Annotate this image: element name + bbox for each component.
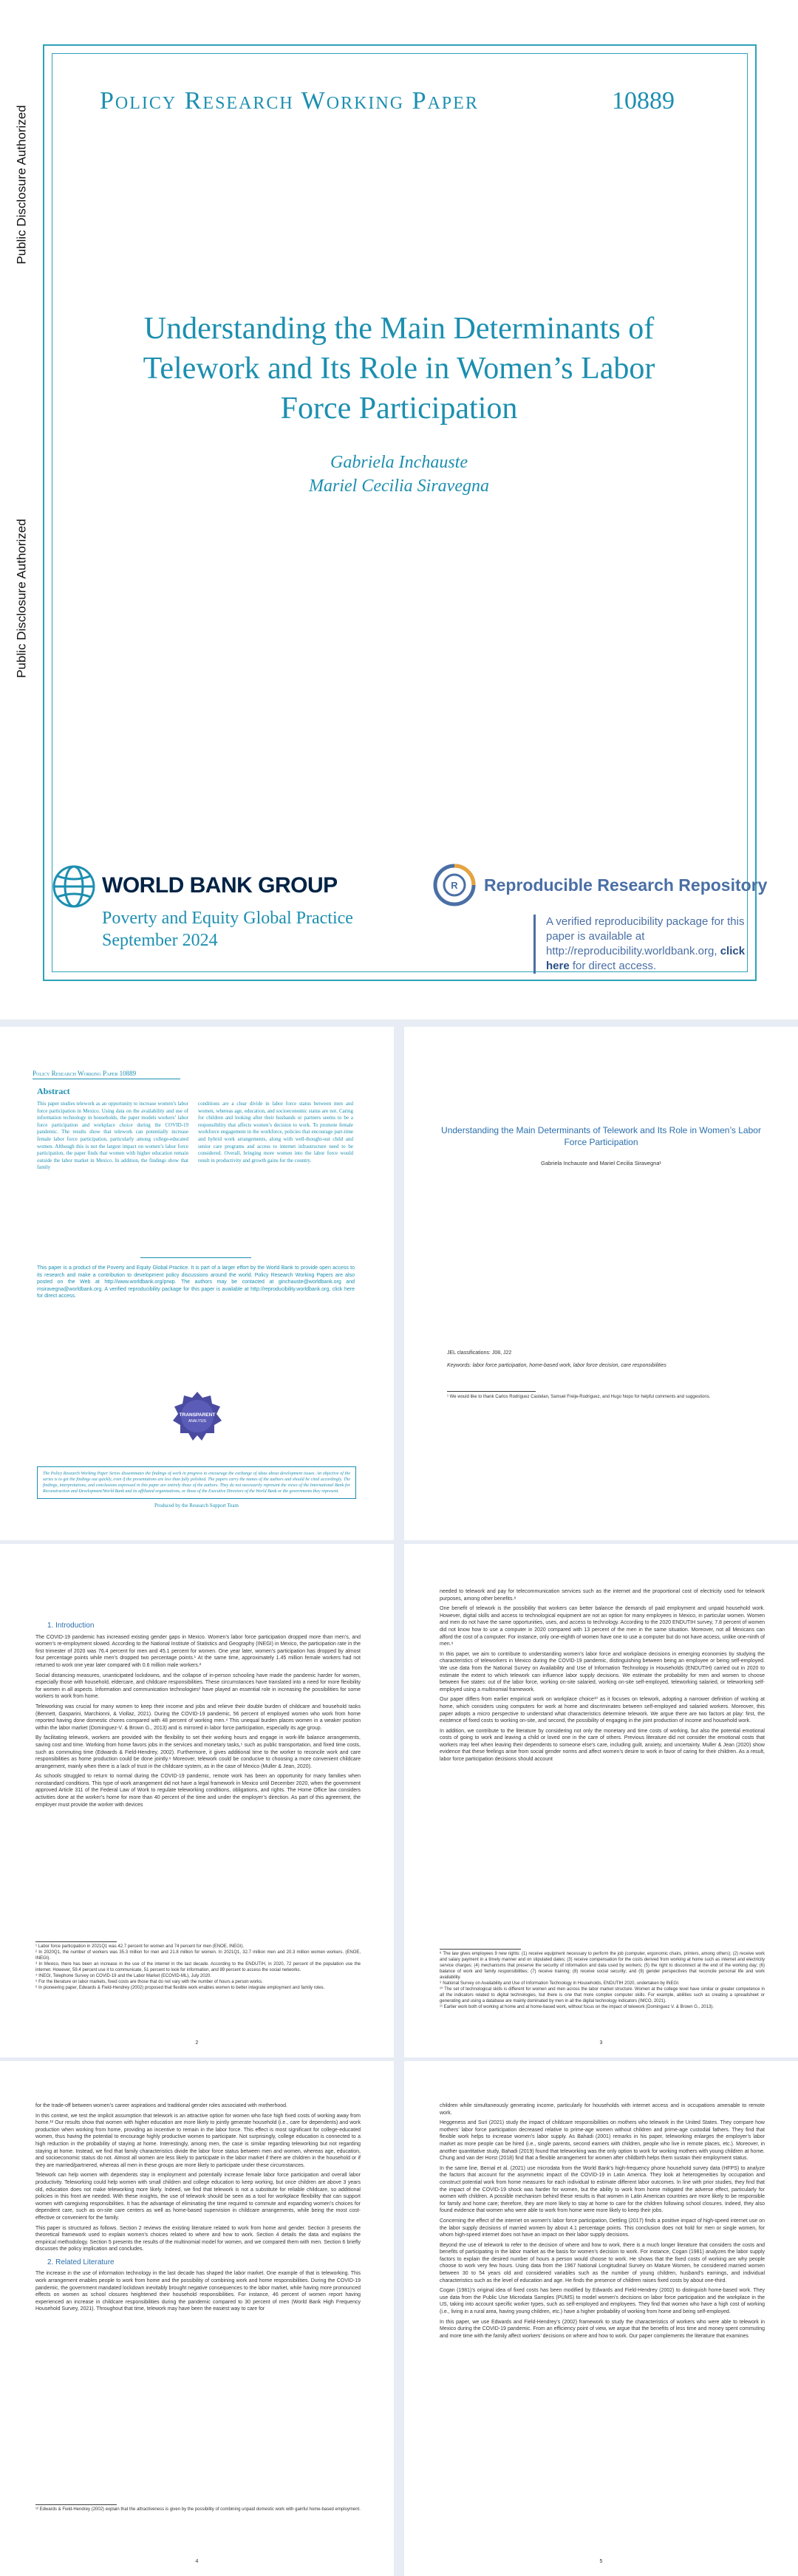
- paragraph: for the trade-off between women’s career aspirations and traditional gender roles associated with motherhood.: [35, 2103, 287, 2108]
- body-text: [35, 2102, 361, 2316]
- disclosure-label-top: Public Disclosure Authorized: [15, 105, 30, 264]
- footnote: ⁸ The law gives employees 9 new rights: (1) receive equipment necessary to perform the job (computer, ergonomic chairs, printers, among others); (2) receive work and salary payment in a timely manner and on stipulated dates; (3) receive compensation for the costs derived from working at home such as internet and electricity service charges; (4) mechanisms that preserve the security of information and data used by workers; (5) the right to disconnect at the end of the working day; (6) balance of work and family responsibilities; (7) receive training; (8) receive social security; and (9) gender perspectives that reconcile personal life and work availability.: [440, 1952, 765, 1980]
- cover-page: [0, 0, 798, 1019]
- page-number: 3: [599, 2040, 603, 2046]
- footnotes: [35, 1941, 361, 1991]
- keywords: Keywords: labor force participation, home-based work, labor force decision, care responsibilities: [447, 1363, 666, 1368]
- footnote: ³ In Mexico, there has been an increase in the use of the internet in the last decade. According to the ENDUTIH, in 2020, 72 percent of the population use the internet. However, 59.4 percent use it to communicate, 51 percent to look for information, and 89 percent to access the social networks.: [35, 1962, 361, 1972]
- page-header: Policy Research Working Paper 10889: [33, 1070, 180, 1079]
- jel-classification: JEL classifications: J08, J22: [447, 1350, 512, 1356]
- abstract-column-right: conditions are a clear divide in labor force status between men and women, whereas age, education, and socioeconomic status are not. Caring for children and looking after their husbands or partners seems to be a responsibility that affects women’s decision to work. To promote female workforce engagement in the workforce, policies that encourage part-time and hybrid work arrangements, along with well-thought-out child and senior care programs and access to internet infrastructure need to be considered. Overall, bringing more women into the labor force would result in productivity and growth gains for the country.: [198, 1101, 353, 1164]
- paragraph: The increase in the use of information technology in the last decade has shaped the labor market. One example of that is teleworking. This work arrangement enables people to work from home and the possibility of combining work and home responsibilities. During the COVID-19 pandemic, the government mandated lockdown inevitably brought negative consequences to the labor market, while having more pronounced effects on women as school closures heightened their household responsibilities. For instance, 46 percent of women report having experienced an increase in childcare responsibilities during the pandemic compared to 30 percent of men (World Bank High Frequency Household Survey, 2021). Throughout that time, telework may have been the easiest way to care for: [35, 2271, 361, 2312]
- paragraph: By facilitating telework, workers are provided with the flexibility to set their working hours and engage in work-life balance arrangements, saving cost and time. Working from home favors jobs in the services and monetary tasks,⁵ such as public transportation, and fixed time costs, such as commuting time (Edwards & Field-Hendrey, 2002). Furthermore, it gives additional time to the worker to reconcile work and care responsibilities as home production could be done jointly.⁶ Moreover, telework could be conducive to choosing a more convenient childcare arrangement, mainly when there is a lack of trust in the childcare system, as in the case of Mexico (Muller & Jean, 2020).: [35, 1735, 361, 1769]
- cover-inner-frame: [52, 53, 748, 972]
- inner-title: Understanding the Main Determinants of Telework and Its Role in Women’s Labor Force Participation: [441, 1125, 761, 1147]
- footnote: ² In 2020Q1, the number of workers was 35.3 million for men and 21.8 million for women. In 2021Q1, 32.7 million men and 20.3 million women workers. (ENOE, INEGI).: [35, 1950, 361, 1961]
- paragraph: Cogan (1981)’s original idea of fixed costs has been modified by Edwards and Field-Hendrey (2002) to distinguish home-based work. They use data from the Public Use Microdata Samples (PUMS) to model women’s decisions on labor force participation and the workplace in the US, taking into account specific worker types, such as self-employed and employees. They find that women who have a high cost of working (i.e., living in a rural area, having young children, etc.) have a higher probability of working from home and being self-employed.: [440, 2288, 765, 2315]
- footnote: ⁹ National Survey on Availability and Use of Information Technology in Households, ENDUTIH 2020, undertaken by INEGI.: [440, 1981, 680, 1986]
- transparent-analysis-badge-icon: [171, 1390, 223, 1442]
- world-bank-logo-text: WORLD BANK GROUP: [102, 873, 338, 898]
- footnote: ⁴ INEGI, Telephone Survey on COVID-19 and the Labor Market (ECOVID-ML), July 2020.: [35, 1974, 211, 1978]
- author-list: [111, 451, 687, 498]
- paragraph: Concerning the effect of the internet on women’s labor force participation, Dettling (2017) finds a positive impact of high-speed internet use on the labor supply decisions of married women by about 4.1 percentage points. This conclusion does not hold for men or single women, for whom high-speed internet does not have an impact on their labor supply decisions.: [440, 2218, 765, 2238]
- repository-logo-icon: [432, 863, 477, 907]
- footnote: ¹⁰ The set of technological skills is different for women and men across the labor market structure. Women at the college level have similar or greater competence in all the indicators related to digital technologies, but there is one that more complex computer skills. For example, abilities such as creating a spreadsheet or generating and using a database are mainly dominated by men in all the digital technology indicators (IMCO, 2021).: [440, 1987, 765, 2003]
- series-title: Policy Research Working Paper: [100, 87, 479, 115]
- footnote: ¹ Labor force participation in 2021Q1 was 42.7 percent for women and 74 percent for men (ENOE, INEGI).: [35, 1944, 245, 1949]
- footnotes: [35, 2504, 361, 2512]
- section-heading: 1. Introduction: [47, 1622, 95, 1630]
- practice-info: [102, 907, 353, 952]
- paragraph: This paper is structured as follows. Section 2 reviews the existing literature related to work from home and gender. Section 3 presents the theoretical framework used to explain women’s choices related to where and how to work. Section 4 details the data and explains the empirical methodology. Section 5 presents the results of the multinomial model for women, and we compared them with men. Section 6 briefly discusses the policy implication and concludes.: [35, 2225, 361, 2252]
- section-heading: 2. Related Literature: [47, 2258, 115, 2266]
- practice-name: Poverty and Equity Global Practice: [102, 909, 353, 928]
- paragraph: Our paper differs from earlier empirical work on workplace choice¹⁰ as it focuses on telework, adopting a narrower definition of working at home, which considers using computers for work at home and discriminates between self-employed and salaried workers. Moreover, this paper adopts a micro perspective to understand what characteristics determine telework. We argue there are two factors at play: first, the existence of fixed costs to working on-site, and second, the possibility of engaging in the joint production of income and household work.: [440, 1697, 765, 1724]
- inner-authors: Gabriela Inchauste and Mariel Cecilia Siravegna¹: [540, 1160, 661, 1166]
- world-bank-globe-icon: [52, 864, 96, 909]
- body-text: [440, 1588, 765, 1766]
- footnotes: [440, 1949, 765, 2010]
- paragraph: Telework can help women with dependents stay in employment and potentially increase female labor force participation and overall labor productivity. Teleworking could help women with small children and college education to keep working, but once children are above 3 years old, education does not make teleworking more likely. Indeed, we find that telework is not a substitute for reliable childcare, so additional policies in this front are needed. With these insights, the use of telework should be seen as a tool for workplace flexibility that can support women with caregiving responsibilities. It has the advantage of eliminating the time required to commute and expanding women’s choices for dependent care, such as on-site care centers as well as home-based supervision in childcare arrangements, while being the most cost-effective or convenient for the family.: [35, 2173, 361, 2221]
- paragraph: The COVID-19 pandemic has increased existing gender gaps in Mexico. Women’s labor force participation dropped more than men’s, and women’s re-employment slowed. According to the National Institute of Statistics and Geography (INEGI) in Mexico, the participation rate in the first trimester of 2020 was 76.4 percent for men and 45.1 percent for women. One year later, women’s participation has dropped by almost four percentage points while men’s dropped two percentage points.¹ At the same time, approximately 1.45 million female workers had not returned to work one year later compared with 0.6 million male workers.²: [35, 1634, 361, 1668]
- paragraph: One benefit of telework is the possibility that workers can better balance the demands of paid employment and unpaid household work. However, digital skills and access to technological equipment are not an option for many employees in Mexico, in particular women. Women and men do not have the same opportunities, uses, and access to technology. According to the 2020 ENDUTIH survey, 7.8 percent of women did not know how to use a computer in 2020 compared with 13 percent of the men in the same situation. Moreover, not all Mexicans can afford the cost of a computer. For instance, only one-eighth of women have one to use a computer but do not have access, unlike one-ninth of men.⁹: [440, 1606, 765, 1647]
- repository-link[interactable]: click here: [546, 945, 746, 972]
- paragraph: As schools struggled to return to normal during the COVID-19 pandemic, remote work has been an opportunity for many families when nonstandard conditions. This type of work arrangement did not have a legal framework in Mexico until December 2020, when the government approved Article 311 of the Federal Law of Work to regulate teleworking conditions, obligations, and rights. The Home Office law considers activities done at the worker’s home for more than 40 percent of the time and under the employer’s direction. As part of this agreement, the employer must provide the worker with devices: [35, 1774, 361, 1808]
- page-number: 5: [599, 2559, 603, 2564]
- page-number: 4: [195, 2559, 199, 2564]
- body-page-5: [404, 2061, 798, 2576]
- body-page-3: [404, 1544, 798, 2057]
- body-text: [440, 2102, 765, 2343]
- disclaimer-box: The Policy Research Working Paper Series disseminates the findings of work in progress to encourage the exchange of ideas about development issues. An objective of the series is to get the findings out quickly, even if the presentations are less than fully polished. The papers carry the names of the authors and should be cited accordingly. The findings, interpretations, and conclusions expressed in this paper are entirely those of the authors. They do not necessarily represent the views of the International Bank for Reconstruction and Development/World Bank and its affiliated organizations, or those of the Executive Directors of the World Bank or the governments they represent.: [37, 1466, 356, 1499]
- paragraph: needed to telework and pay for telecommunication services such as the internet and the proportional cost of electricity used for telework purposes, among other benefits.⁸: [440, 1589, 765, 1602]
- footnote: ¹¹ Earlier work both of working at home and at home-based work, without focus on the impact of telework (Dominguez V. & Brown G., 2013).: [440, 2005, 714, 2009]
- publication-date: September 2024: [102, 931, 218, 950]
- paragraph: In this paper, we use Edwards and Field-Hendrey’s (2002) framework to study the characteristics of workers who were able to telework in Mexico during the COVID-19 pandemic. From an efficiency point of view, we argue that the benefits of less time and money spent commuting and more time with the family affect workers’ decisions on where and how to work. Our paper complements the literature that examines: [440, 2319, 765, 2339]
- abstract-page: [0, 1027, 394, 1540]
- paper-number: 10889: [612, 87, 675, 115]
- footnote: ¹² Edwards & Field-Hendrey (2002) explain that the attractiveness is given by the possibility of combining unpaid domestic work with gainful home-based employment.: [35, 2507, 361, 2512]
- footnote: ¹ We would like to thank Carlos Rodriguez Castelan, Samuel Freije-Rodriguez, and Hugo Nopo for helpful comments and suggestions.: [447, 1395, 711, 1399]
- paragraph: Social distancing measures, unanticipated lockdowns, and the collapse of in-person schooling have made the pandemic harder for women, especially those with household, eldercare, and childcare responsibilities. These circumstances have translated into a need for more flexibility for women in all aspects. Information and communication technologies³ have played an essential role in increasing the possibilities for some workers to work from home.: [35, 1673, 361, 1700]
- repository-name: Reproducible Research Repository: [484, 875, 768, 895]
- badge-line-1: TRANSPARENT: [179, 1412, 216, 1418]
- paragraph: Beyond the use of telework to refer to the decision of where and how to work, there is a much longer literature that considers the costs and benefits of participating in the labor market as the basis for women’s decision to work. For instance, Cogan (1981) analyzes the labor supply factors to explain the desired number of hours a person would choose to work. He shows that the fixed costs of working are why people choose to work very few hours. Using data from the 1967 National Longitudinal Survey on Mature Women, he considered married women between 30 to 54 years old and considered variables such as the number of young children, husband’s earnings, and individual characteristics such as the level of education and age. He finds the presence of children raises fixed costs by about one-third.: [440, 2242, 765, 2283]
- divider: [140, 1257, 251, 1258]
- svg-text:R: R: [451, 880, 458, 891]
- abstract-heading: Abstract: [37, 1086, 70, 1096]
- body-text: [35, 1616, 361, 1811]
- author-name: Mariel Cecilia Siravegna: [309, 476, 489, 496]
- paragraph: Heggeness and Suri (2021) study the impact of childcare responsibilities on mothers who telework in the United States. They compare how mothers’ labor force participation decreased relative to prime-age women without children and prime-age custodial fathers. They find that flexible work helps to increase women’s labor supply. As Bahadi (2001) remarks in his paper, teleworking enlarges the employer’s labor market as more people can be hired (i.e., single parents, second earners with children, people who live in remote places, etc.). Moreover, in another quantitative study, Bahadi (2019) found that teleworking was the only option to work for working mothers with young children at home. Chung and van der Horst (2018) find that a flexible arrangement for women after childbirth helps them sustain their employment status.: [440, 2120, 765, 2162]
- product-note: This paper is a product of the Poverty and Equity Global Practice. It is part of a larger effort by the World Bank to provide open access to its research and make a contribution to development policy discussions around the world. Policy Research Working Papers are also posted on the Web at http://www.worldbank.org/prwp. The authors may be contacted at ginchauste@worldbank.org and msiravegna@worldbank.org. A verified reproducibility package for this paper is available at http://reproducibility.worldbank.org, click here for direct access.: [37, 1265, 355, 1299]
- paper-title: Understanding the Main Determinants of Telework and Its Role in Women’s Labor Force Participation: [143, 312, 655, 426]
- produced-by: Produced by the Research Support Team: [154, 1503, 239, 1509]
- footnote: ⁵ For the literature on labor markets, fixed costs are those that do not vary with the number of hours a person works.: [35, 1980, 263, 1984]
- abstract-column-left: This paper studies telework as an opportunity to increase women’s labor force participation in Mexico. Using data on the availability and use of information technology in households, the paper models workers’ labor force participation and workplace choice during the COVID-19 pandemic. The results show that telework can potentially increase female labor force participation, particularly among college-educated women. Although this is not the largest impact on women’s labor force participation, the paper finds that women with higher education remain outside the labor market in Mexico. In addition, the findings show that family: [37, 1101, 188, 1171]
- footnote-rule: [447, 1391, 536, 1392]
- paragraph: In addition, we contribute to the literature by considering not only the monetary and time costs of working, but also the potential emotional costs of going to work and leaving a child or loved one in the care of others. Previous literature did not consider the emotional costs that workers may feel when leaving their dependents to someone else’s care, including guilt, anxiety, and uncertainty. Muller & Jean (2020) show evidence that these feelings arise from social gender norms and affect women’s desire to work in favor of caring for their children. As a result, labor force participation decisions should account: [440, 1728, 765, 1763]
- title-page: [404, 1027, 798, 1540]
- footnote: ⁶ In pioneering paper, Edwards & Field-Hendrey (2002) proposed that flexible work enables women to better integrate employment and family roles.: [35, 1986, 325, 1990]
- page-number: 2: [195, 2040, 199, 2046]
- paragraph: children while simultaneously generating income, particularly for households with internet access and in occupations amenable to remote work.: [440, 2103, 765, 2116]
- author-name: Gabriela Inchauste: [330, 453, 468, 472]
- body-page-4: [0, 2061, 394, 2576]
- repository-note: A verified reproducibility package for this paper is available at http://reproducibility.worldbank.org, click here for direct access.: [533, 915, 755, 974]
- badge-line-2: ANALYSIS: [188, 1419, 207, 1424]
- paragraph: In the same line, Bernal et al. (2021) use microdata from the World Bank’s high-frequency phone household survey data (HFPS) to analyze the factors that account for the asymmetric impact of the COVID-19 in Latin America. They look at heterogeneities by occupation and construct potential work from home measures for each individual to estimate different labor outcomes. In line with prior studies, they find that the impact of the COVID-19 shock was harder for women, but the ability to work from home mitigated the adverse effect, particularly for women with children. A possible mechanism behind these results is that women in Latin American countries are more likely to be responsible for family and home care; therefore, they are more likely to stay at home to care for the children following school closures. Indeed, they also found evidence that women who were able to work from home were more likely to keep their jobs.: [440, 2165, 765, 2214]
- paragraph: In this context, we test the implicit assumption that telework is an attractive option for women who face high fixed costs of working away from home.¹² Our results show that women with higher education are more likely to jointly generate household (i.e., care for dependents) and work production when working from home, providing an incentive to remain in the labor force. This effect is most significant for college-educated women, thus having the potential to encourage highly productive women to participate. Not surprisingly, college education is connected to a high reduction in the probability of staying at home. Interestingly, among men, the case is similar regarding teleworking but not regarding staying at home. Instead, we find that family characteristics divide the labor force status between men and women, whereas age, education, and socioeconomic status do not. Almost all women are less likely to participate in the labor market if there are children in the household or if they are married/partnered, whereas all men in these groups are more likely to participate under these circumstances.: [35, 2113, 361, 2168]
- paragraph: In this paper, we aim to contribute to understanding women’s labor force and workplace decisions in emerging economies by studying the characteristics of teleworkers in Mexico during the COVID-19 pandemic, distinguishing between being an employee or being self-employed. We use data from the National Survey on Availability and Use of Information Technology in Households (ENDUTIH) carried out in 2020 to estimate the extent to which telework can influence labor supply decisions. We estimate the probability for men and women to choose between five states: out of the labor force, working on-site salaried, working on-site self-employed, teleworking salaried, or teleworking self-employed using a multinomial framework.: [440, 1651, 765, 1692]
- disclosure-label-bottom: Public Disclosure Authorized: [15, 519, 30, 678]
- body-page-2: [0, 1544, 394, 2057]
- paragraph: Teleworking was crucial for many women to keep their income and jobs and relieve their double burden of childcare and household tasks (Bennett, Gasparini, Marchionni, & Viollaz, 2021). During the COVID-19 pandemic, 56 percent of employed women who work from home reported having done domestic chores compared with 48 percent of working men.⁴ This unequal burden places women in a weaker position within the labor market (Dominguez-V. & Brown G., 2013) and is mirrored in labor force participation, especially its age group.: [35, 1704, 361, 1731]
